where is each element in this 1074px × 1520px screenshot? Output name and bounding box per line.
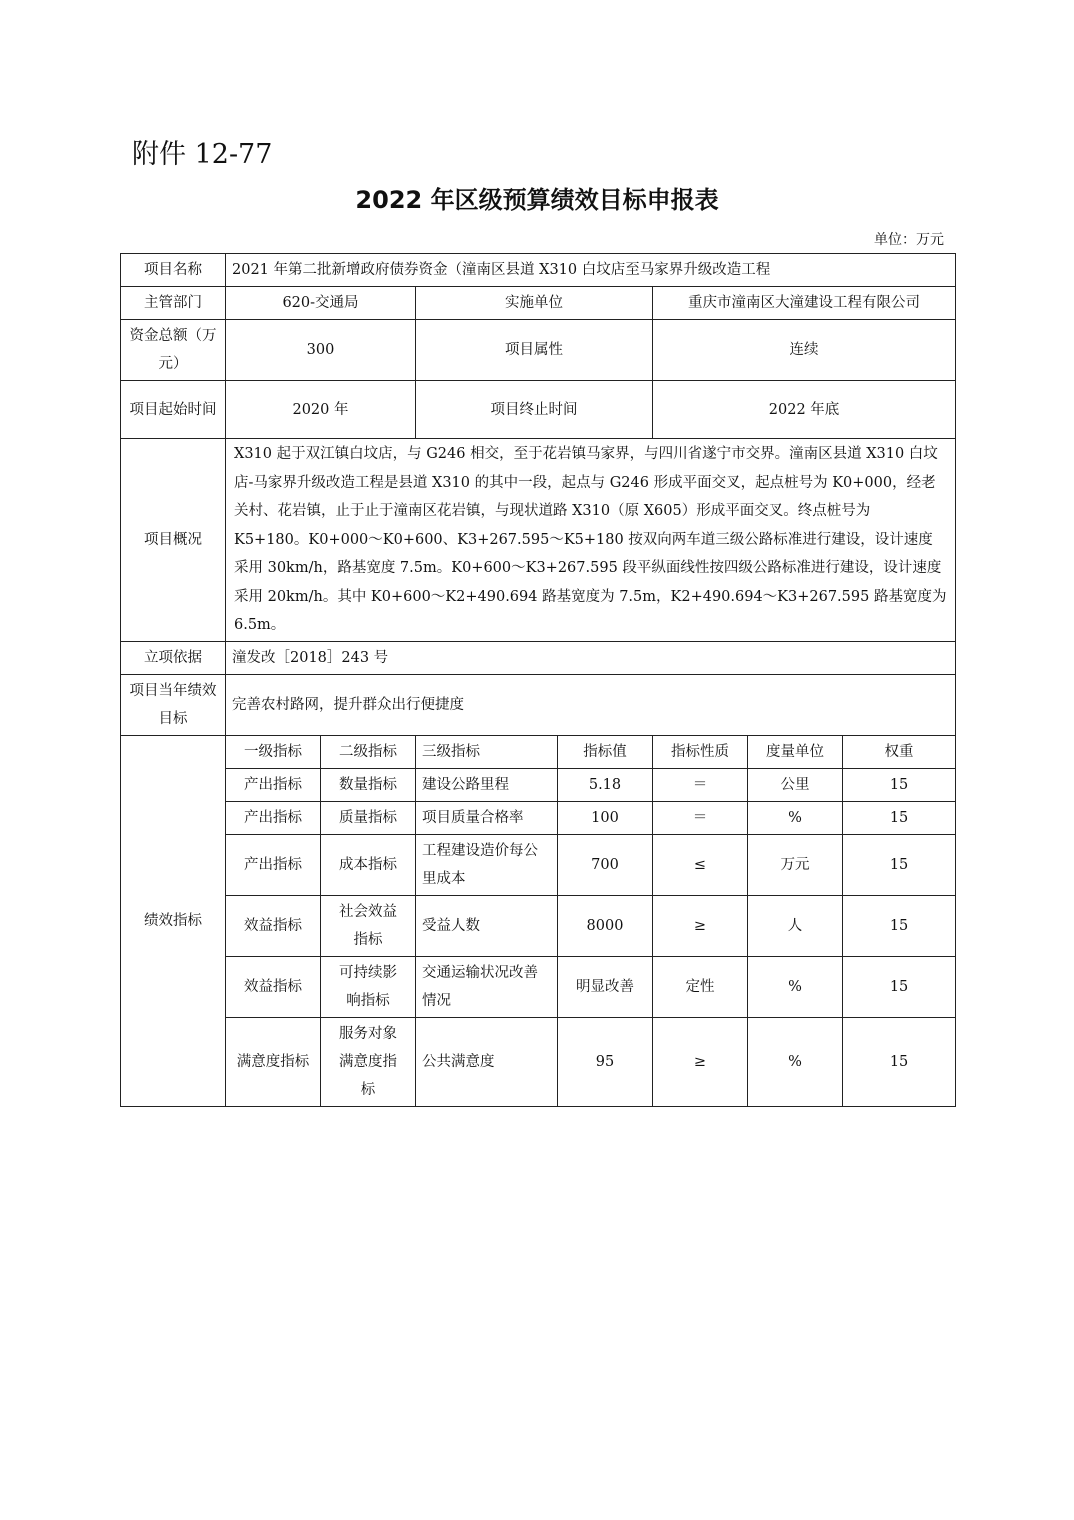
table-cell: ＝ xyxy=(653,801,748,834)
table-row xyxy=(121,801,956,834)
attachment-number: 附件 12-77 xyxy=(132,139,273,170)
table-cell: 定性 xyxy=(653,956,748,1017)
table-cell: 100 xyxy=(558,801,653,834)
label: 项目属性 xyxy=(416,320,653,381)
table-cell: 可持续影响指标 xyxy=(321,956,416,1017)
column-header: 度量单位 xyxy=(748,735,843,768)
column-header: 二级指标 xyxy=(321,735,416,768)
table-cell: ＝ xyxy=(653,768,748,801)
table-cell: 15 xyxy=(843,801,956,834)
table-cell: 15 xyxy=(843,768,956,801)
column-header: 指标值 xyxy=(558,735,653,768)
table-cell: ≥ xyxy=(653,1017,748,1106)
label: 项目终止时间 xyxy=(416,381,653,439)
table-cell: 产出指标 xyxy=(226,801,321,834)
label: 项目当年绩效目标 xyxy=(121,674,226,735)
impl: 重庆市潼南区大潼建设工程有限公司 xyxy=(653,287,956,320)
overview: X310 起于双江镇白坟店，与 G246 相交，至于花岩镇马家界，与四川省遂宁市交界。潼南区县道 X310 白坟店-马家界升级改造工程是县道 X310 的其中一段，起点与 G246 形成平面交叉，起点桩号为 K0+000，经老关村、花岩镇，止于止于潼南区花岩镇，与现状道路 X310（原 X605）形成平面交叉。终点桩号为 K5+180。K0+000～K0+600、K3+267.595～K5+180 按双向两车道三级公路标准进行建设，设计速度采用 30km/h，路基宽度 7.5m。K0+600～K3+267.595 段平纵面线性按四级公路标准进行建设，设计速度采用 20km/h。其中 K0+600～K2+490.694 路基宽度为 7.5m，K2+490.694～K3+267.595 路基宽度为 6.5m。 xyxy=(226,439,956,642)
table-cell: 8000 xyxy=(558,895,653,956)
project-name: 2021 年第二批新增政府债券资金（潼南区县道 X310 白坟店至马家界升级改造工程 xyxy=(226,254,956,287)
label: 绩效指标 xyxy=(121,735,226,1106)
table-cell: 5.18 xyxy=(558,768,653,801)
label: 项目名称 xyxy=(121,254,226,287)
table-cell: 受益人数 xyxy=(416,895,558,956)
end: 2022 年底 xyxy=(653,381,956,439)
table-row xyxy=(121,956,956,1017)
table-cell: 公共满意度 xyxy=(416,1017,558,1106)
label: 项目起始时间 xyxy=(121,381,226,439)
start: 2020 年 xyxy=(226,381,416,439)
attr: 连续 xyxy=(653,320,956,381)
column-header: 指标性质 xyxy=(653,735,748,768)
table-cell: 产出指标 xyxy=(226,834,321,895)
budget-table xyxy=(120,253,956,1107)
table-cell: 质量指标 xyxy=(321,801,416,834)
table-cell: 15 xyxy=(843,834,956,895)
table-cell: 15 xyxy=(843,956,956,1017)
table-cell: 效益指标 xyxy=(226,956,321,1017)
label: 实施单位 xyxy=(416,287,653,320)
document-title: 2022 年区级预算绩效目标申报表 xyxy=(355,186,719,214)
table-cell: 700 xyxy=(558,834,653,895)
table-row xyxy=(121,834,956,895)
table-row xyxy=(121,895,956,956)
label: 立项依据 xyxy=(121,641,226,674)
table-cell: 人 xyxy=(748,895,843,956)
table-cell: 产出指标 xyxy=(226,768,321,801)
table-cell: 万元 xyxy=(748,834,843,895)
table-cell: % xyxy=(748,956,843,1017)
table-cell: 数量指标 xyxy=(321,768,416,801)
table-cell: ≤ xyxy=(653,834,748,895)
table-row xyxy=(121,768,956,801)
dept: 620-交通局 xyxy=(226,287,416,320)
column-header: 一级指标 xyxy=(226,735,321,768)
table-cell: 社会效益指标 xyxy=(321,895,416,956)
unit-note: 单位：万元 xyxy=(874,232,944,248)
label: 项目概况 xyxy=(121,439,226,642)
goal: 完善农村路网，提升群众出行便捷度 xyxy=(226,674,956,735)
label: 主管部门 xyxy=(121,287,226,320)
table-cell: 成本指标 xyxy=(321,834,416,895)
table-cell: 满意度指标 xyxy=(226,1017,321,1106)
table-cell: 15 xyxy=(843,1017,956,1106)
label: 资金总额（万元） xyxy=(121,320,226,381)
table-cell: 工程建设造价每公里成本 xyxy=(416,834,558,895)
table-cell: 交通运输状况改善情况 xyxy=(416,956,558,1017)
table-cell: 15 xyxy=(843,895,956,956)
metrics-header-row xyxy=(121,735,956,768)
funds: 300 xyxy=(226,320,416,381)
column-header: 三级指标 xyxy=(416,735,558,768)
table-cell: 明显改善 xyxy=(558,956,653,1017)
table-cell: 95 xyxy=(558,1017,653,1106)
table-cell: % xyxy=(748,1017,843,1106)
basis: 潼发改［2018］243 号 xyxy=(226,641,956,674)
table-cell: ≥ xyxy=(653,895,748,956)
table-row xyxy=(121,1017,956,1106)
table-cell: 效益指标 xyxy=(226,895,321,956)
table-cell: 项目质量合格率 xyxy=(416,801,558,834)
table-cell: 服务对象满意度指标 xyxy=(321,1017,416,1106)
table-cell: % xyxy=(748,801,843,834)
table-cell: 建设公路里程 xyxy=(416,768,558,801)
table-cell: 公里 xyxy=(748,768,843,801)
column-header: 权重 xyxy=(843,735,956,768)
